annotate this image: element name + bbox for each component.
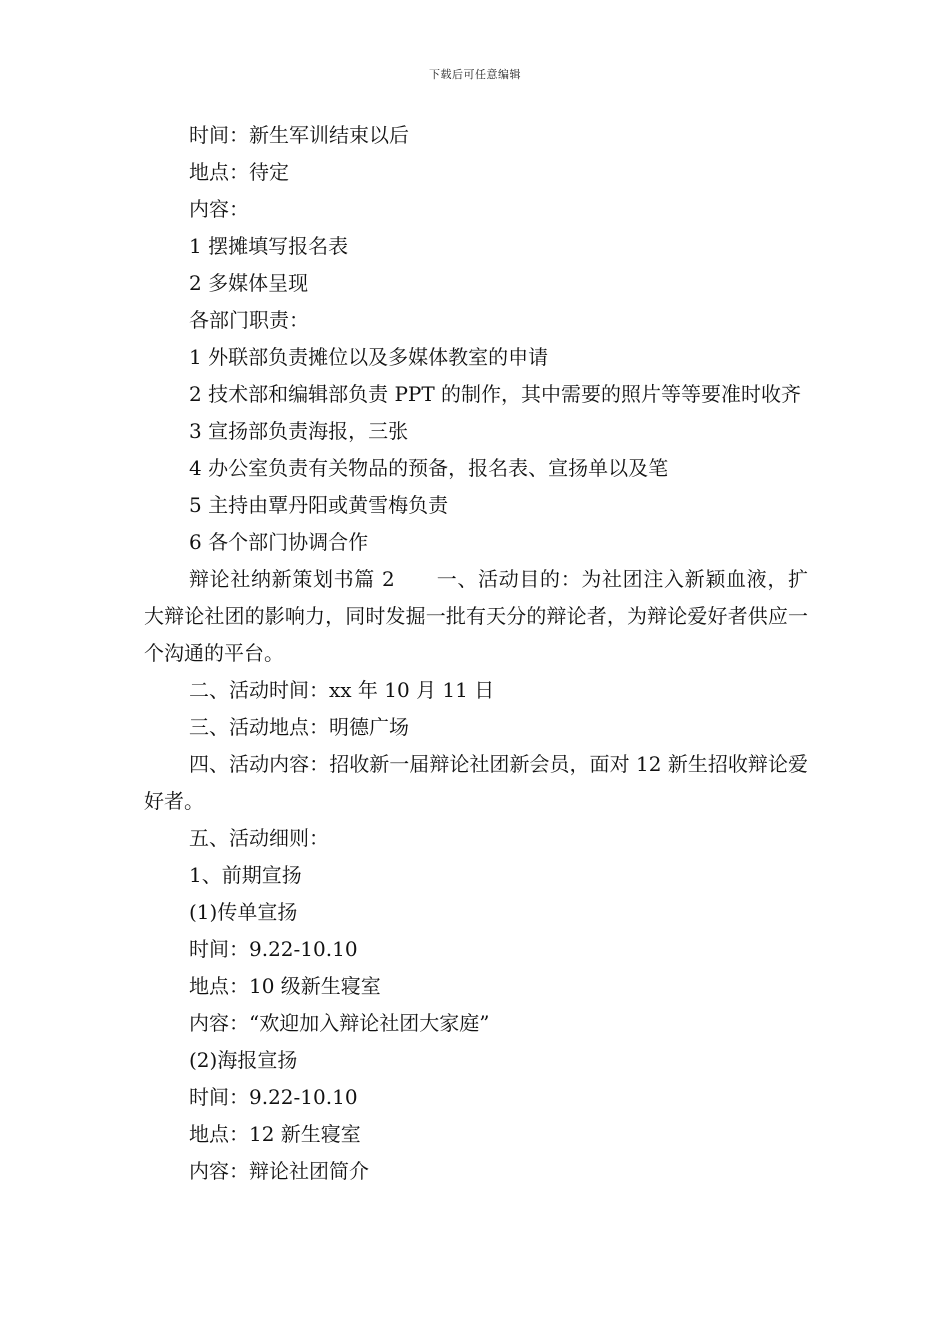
paragraph-poster-location: 地点：12 新生寝室 [189, 1122, 361, 1146]
paragraph-event-location: 三、活动地点：明德广场 [189, 715, 409, 739]
paragraph-duties-label: 各部门职责： [189, 308, 309, 332]
paragraph-content-label: 内容： [189, 197, 249, 221]
paragraph-location: 地点：待定 [189, 160, 289, 184]
paragraph-flyer-location: 地点：10 级新生寝室 [189, 974, 381, 998]
document-body [144, 117, 808, 1190]
paragraph-rules-label: 五、活动细则： [189, 826, 329, 850]
paragraph-poster-content: 内容：辩论社团简介 [189, 1159, 369, 1183]
paragraph-duty-6: 6 各个部门协调合作 [189, 530, 369, 554]
paragraph-duty-5: 5 主持由覃丹阳或黄雪梅负责 [189, 493, 449, 517]
paragraph-event-time: 二、活动时间：xx 年 10 月 11 日 [189, 678, 495, 702]
paragraph-poster-time: 时间：9.22-10.10 [189, 1085, 358, 1109]
paragraph-event-content: 四、活动内容：招收新一届辩论社团新会员，面对 12 新生招收辩论爱好者。 [144, 752, 808, 813]
paragraph-duty-3: 3 宣扬部负责海报，三张 [189, 419, 409, 443]
paragraph-poster-heading: (2)海报宣扬 [189, 1048, 298, 1072]
page-header-note: 下载后可任意编辑 [429, 68, 521, 81]
paragraph-duty-2: 2 技术部和编辑部负责 PPT 的制作，其中需要的照片等等要准时收齐 [189, 382, 802, 406]
paragraph-flyer-heading: (1)传单宣扬 [189, 900, 298, 924]
paragraph-flyer-time: 时间：9.22-10.10 [189, 937, 358, 961]
paragraph-flyer-content: 内容：“欢迎加入辩论社团大家庭” [189, 1011, 490, 1035]
paragraph-item-2: 2 多媒体呈现 [189, 271, 309, 295]
paragraph-item-1: 1 摆摊填写报名表 [189, 234, 349, 258]
paragraph-duty-1: 1 外联部负责摊位以及多媒体教室的申请 [189, 345, 549, 369]
paragraph-purpose: 辩论社纳新策划书篇 2 一、活动目的：为社团注入新颖血液，扩大辩论社团的影响力，同时发掘一批有天分的辩论者，为辩论爱好者供应一个沟通的平台。 [144, 567, 808, 665]
paragraph-time: 时间：新生军训结束以后 [189, 123, 409, 147]
paragraph-promotion-heading: 1、前期宣扬 [189, 863, 302, 887]
paragraph-duty-4: 4 办公室负责有关物品的预备，报名表、宣扬单以及笔 [189, 456, 669, 480]
